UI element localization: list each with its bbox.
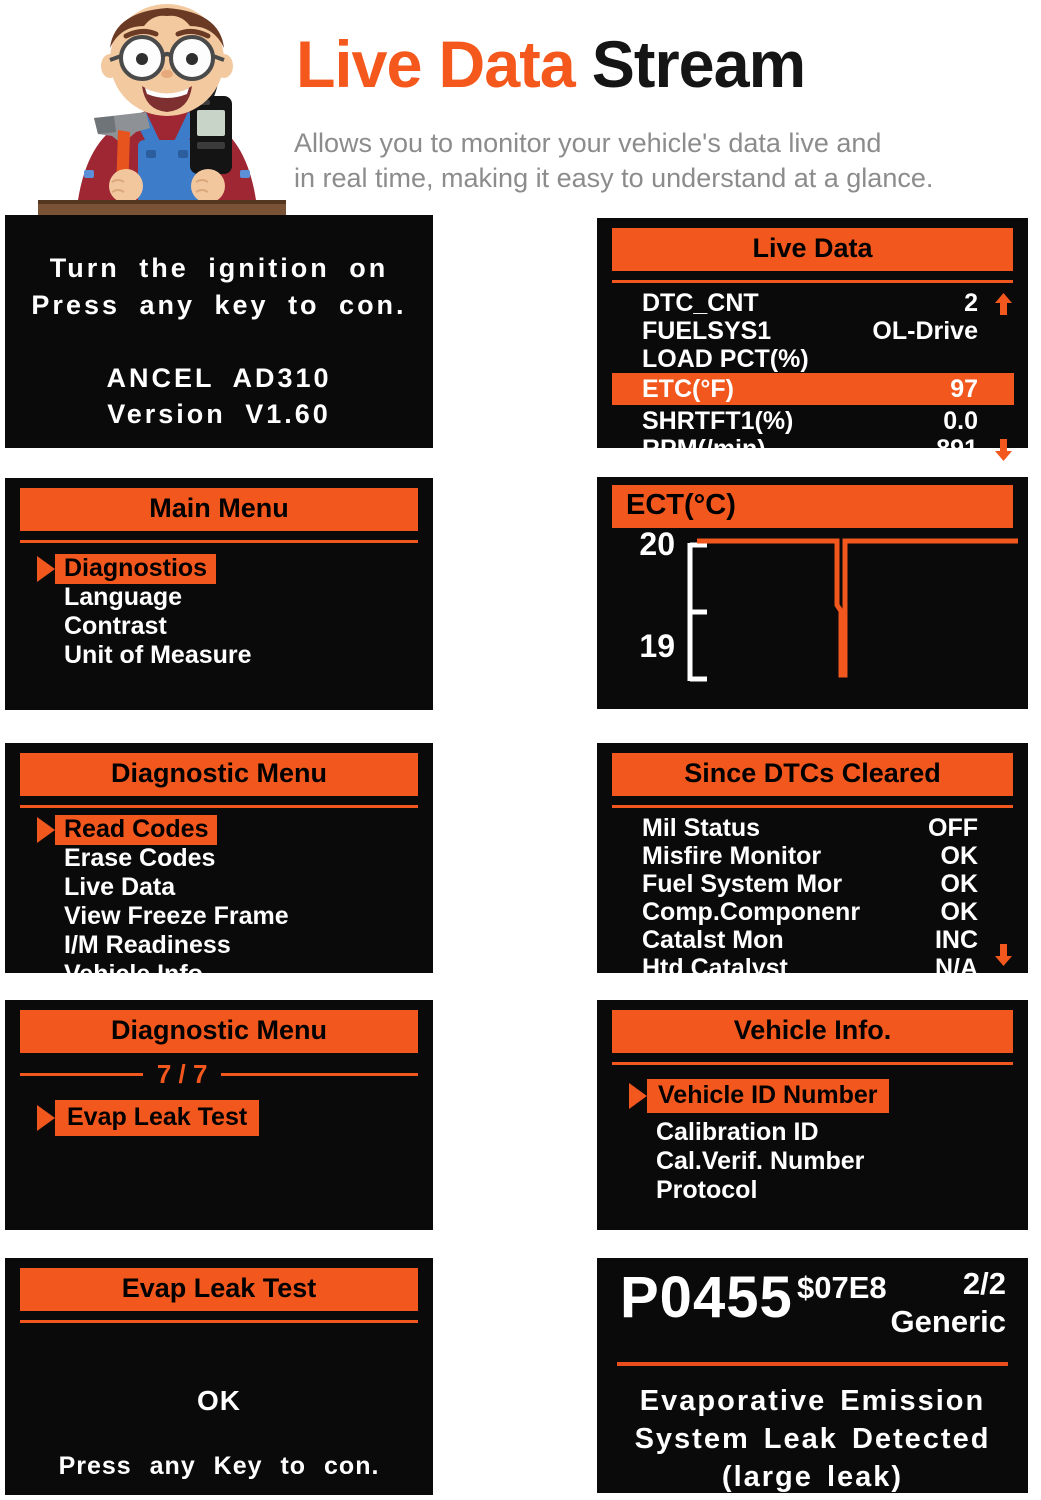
menu-item-diagnostios: Diagnostios: [5, 555, 433, 583]
monitor-row: Misfire Monitor OK: [642, 842, 978, 870]
menu-item-calibration-id: Calibration ID: [656, 1118, 819, 1146]
menu-item-evap-leak-test: Evap Leak Test: [5, 1100, 433, 1136]
monitor-row: Comp.Componenr OK: [642, 898, 978, 926]
menu-item-unit-of-measure: Unit of Measure: [64, 641, 252, 669]
live-data-row-selected: ETC(°F) 97: [612, 373, 1014, 405]
menu-item-read-codes: Read Codes: [5, 816, 433, 844]
dtc-index: 2/2: [962, 1266, 1006, 1301]
screen-title: Vehicle Info.: [612, 1010, 1013, 1053]
screen-title: Live Data: [612, 228, 1013, 271]
separator: [612, 280, 1013, 283]
page-title-stream: Stream: [591, 27, 806, 101]
screen-title: Diagnostic Menu: [20, 753, 418, 796]
graph-title: ECT(°C): [626, 489, 736, 521]
live-data-row: FUELSYS1 OL-Drive: [642, 317, 978, 345]
separator: [612, 1062, 1013, 1065]
page-title-live-data: Live Data: [296, 27, 592, 101]
menu-item-view-freeze-frame: View Freeze Frame: [64, 902, 289, 930]
monitor-row: Catalst Mon INC: [612, 926, 1014, 954]
menu-item-live-data: Live Data: [64, 873, 176, 901]
selection-cursor-icon: [29, 1105, 55, 1131]
live-data-row: LOAD PCT(%): [642, 345, 809, 373]
live-data-row: SHRTFT1(%) 0.0: [642, 407, 978, 435]
screen-boot: [5, 215, 433, 448]
screen-vehicle-info: [597, 1000, 1028, 1230]
monitor-row: Mil Status OFF: [642, 814, 978, 842]
screen-dtc-result: [597, 1258, 1028, 1493]
boot-line-4: Version V1.60: [107, 399, 331, 429]
screen-main-menu: [5, 478, 433, 710]
live-data-row: RPM(/min) 891: [612, 435, 1014, 463]
screen-ect-graph: [597, 477, 1028, 709]
separator: [612, 805, 1013, 808]
menu-item-erase-codes: Erase Codes: [64, 844, 216, 872]
monitor-row: Htd Catalyst N/A: [642, 954, 978, 982]
selection-cursor-icon: [621, 1083, 647, 1109]
ytick-20: 20: [639, 526, 675, 562]
menu-item-protocol: Protocol: [656, 1176, 758, 1204]
page-indicator-text: 7 / 7: [156, 1059, 208, 1089]
selection-cursor-icon: [29, 817, 55, 843]
menu-item-language: Language: [64, 583, 183, 611]
screen-live-data: [597, 218, 1028, 463]
screen-title: Main Menu: [20, 488, 418, 531]
menu-item-vehicle-info: Vehicle Info.: [64, 960, 210, 988]
screen-evap-leak-test: [5, 1258, 433, 1495]
dtc-description-line1: Evaporative Emission: [639, 1385, 986, 1417]
monitor-row: Fuel System Mor OK: [642, 870, 978, 898]
page-title: [296, 26, 805, 102]
dtc-kind: Generic: [890, 1304, 1006, 1339]
boot-line-3: ANCEL AD310: [106, 363, 332, 393]
screen-diagnostic-menu-page7: [5, 1000, 433, 1230]
screen-diagnostic-menu: [5, 743, 433, 988]
ytick-19: 19: [639, 628, 675, 664]
separator: [20, 805, 418, 808]
footer-hint: Press any Key to con.: [58, 1452, 380, 1480]
menu-item-im-readiness: I/M Readiness: [64, 931, 231, 959]
dtc-code: P0455: [620, 1265, 793, 1330]
screen-since-dtcs-cleared: [597, 743, 1028, 982]
page-subtitle-line2: in real time, making it easy to understand at a glance.: [294, 163, 934, 193]
ect-line-chart: [597, 526, 1028, 707]
separator: [20, 540, 418, 543]
selection-cursor-icon: [29, 556, 55, 582]
menu-item-vehicle-id-number: Vehicle ID Number: [597, 1079, 1028, 1113]
page-subtitle: [294, 126, 933, 196]
separator: [20, 1320, 418, 1323]
boot-line-1: Turn the ignition on: [49, 253, 389, 283]
page-subtitle-line1: Allows you to monitor your vehicle's data live and: [294, 128, 882, 158]
mechanic-illustration: [38, 0, 296, 218]
screen-title: Diagnostic Menu: [20, 1010, 418, 1053]
screen-title: Since DTCs Cleared: [612, 753, 1013, 796]
scroll-down-icon: [978, 944, 1014, 966]
dtc-module: $07E8: [797, 1270, 887, 1305]
test-result: OK: [197, 1385, 241, 1416]
live-data-row: DTC_CNT 2: [612, 289, 1014, 317]
menu-item-cal-verif-number: Cal.Verif. Number: [656, 1147, 865, 1175]
separator: [617, 1362, 1008, 1366]
page-indicator: [20, 1059, 418, 1090]
menu-item-contrast: Contrast: [64, 612, 167, 640]
boot-line-2: Press any key to con.: [31, 290, 407, 320]
dtc-description-line2: System Leak Detected: [634, 1423, 991, 1455]
dtc-description-line3: (large leak): [721, 1461, 904, 1493]
scroll-down-icon: [978, 439, 1014, 461]
screen-title: Evap Leak Test: [20, 1268, 418, 1311]
scroll-up-icon: [978, 293, 1014, 315]
graph-header: [612, 485, 1013, 528]
